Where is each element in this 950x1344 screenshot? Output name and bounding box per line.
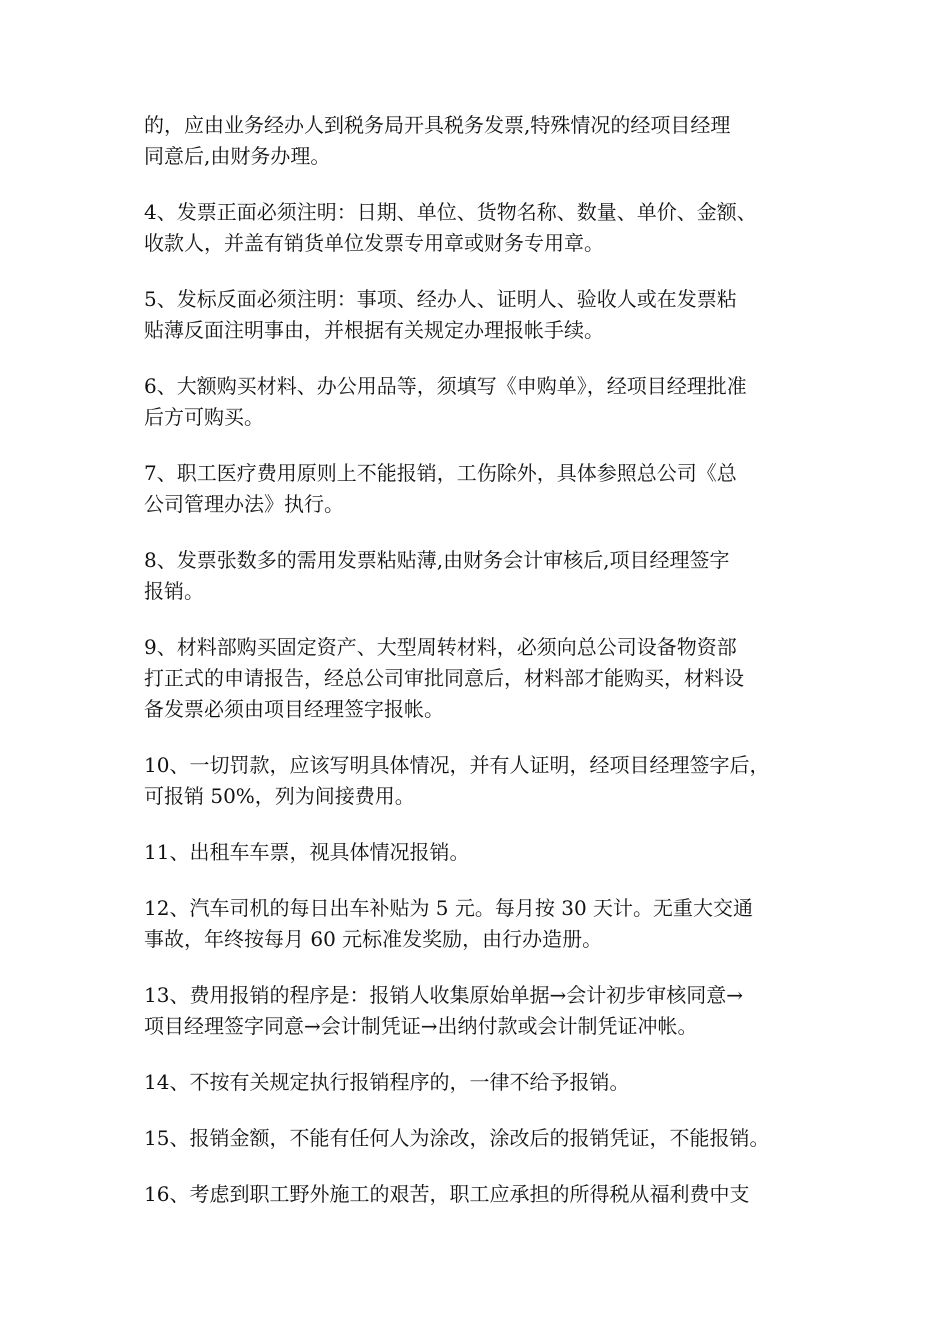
text-line: 同意后,由财务办理。: [144, 144, 331, 168]
text-line: 备发票必须由项目经理签字报帐。: [144, 697, 444, 721]
text-line: 10、一切罚款，应该写明具体情况，并有人证明，经项目经理签字后，: [144, 753, 770, 777]
text-line: 打正式的申请报告，经总公司审批同意后，材料部才能购买，材料设: [144, 666, 744, 690]
text-line: 后方可购买。: [144, 405, 264, 429]
paragraph-item-13: [144, 980, 808, 1042]
text-line: 公司管理办法》执行。: [144, 492, 344, 516]
text-line: 收款人，并盖有销货单位发票专用章或财务专用章。: [144, 231, 604, 255]
text-line: 7、职工医疗费用原则上不能报销，工伤除外，具体参照总公司《总: [144, 461, 737, 485]
paragraph-item-12: [144, 893, 808, 955]
text-line: 8、发票张数多的需用发票粘贴薄,由财务会计审核后,项目经理签字: [144, 548, 730, 572]
text-line: 11、出租车车票，视具体情况报销。: [144, 840, 470, 864]
paragraph-item-7: [144, 458, 808, 520]
paragraph-item-6: [144, 371, 808, 433]
text-line: 4、发票正面必须注明：日期、单位、货物名称、数量、单价、金额、: [144, 200, 757, 224]
text-line: 9、材料部购买固定资产、大型周转材料，必须向总公司设备物资部: [144, 635, 737, 659]
text-line: 5、发标反面必须注明：事项、经办人、证明人、验收人或在发票粘: [144, 287, 737, 311]
paragraph-item-9: [144, 632, 808, 725]
document-body: [144, 110, 808, 1235]
text-line: 的，应由业务经办人到税务局开具税务发票,特殊情况的经项目经理: [144, 113, 731, 137]
paragraph-item-8: [144, 545, 808, 607]
text-line: 6、大额购买材料、办公用品等，须填写《申购单》，经项目经理批准: [144, 374, 747, 398]
text-line: 13、费用报销的程序是：报销人收集原始单据→会计初步审核同意→: [144, 983, 743, 1007]
text-line: 15、报销金额，不能有任何人为涂改，涂改后的报销凭证，不能报销。: [144, 1126, 770, 1150]
text-line: 14、不按有关规定执行报销程序的，一律不给予报销。: [144, 1070, 630, 1094]
text-line: 项目经理签字同意→会计制凭证→出纳付款或会计制凭证冲帐。: [144, 1014, 698, 1038]
paragraph-item-15: [144, 1123, 808, 1154]
paragraph-item-16: [144, 1179, 808, 1210]
paragraph-item-4: [144, 197, 808, 259]
text-line: 报销。: [144, 579, 204, 603]
paragraph-item-5: [144, 284, 808, 346]
text-line: 事故，年终按每月 60 元标准发奖励，由行办造册。: [144, 927, 603, 951]
text-line: 可报销 50%，列为间接费用。: [144, 784, 415, 808]
paragraph-item-10: [144, 750, 808, 812]
paragraph-item-11: [144, 837, 808, 868]
paragraph-item-14: [144, 1067, 808, 1098]
text-line: 12、汽车司机的每日出车补贴为 5 元。每月按 30 天计。无重大交通: [144, 896, 754, 920]
text-line: 贴薄反面注明事由，并根据有关规定办理报帐手续。: [144, 318, 604, 342]
text-line: 16、考虑到职工野外施工的艰苦，职工应承担的所得税从福利费中支: [144, 1182, 750, 1206]
paragraph-continuation: [144, 110, 808, 172]
